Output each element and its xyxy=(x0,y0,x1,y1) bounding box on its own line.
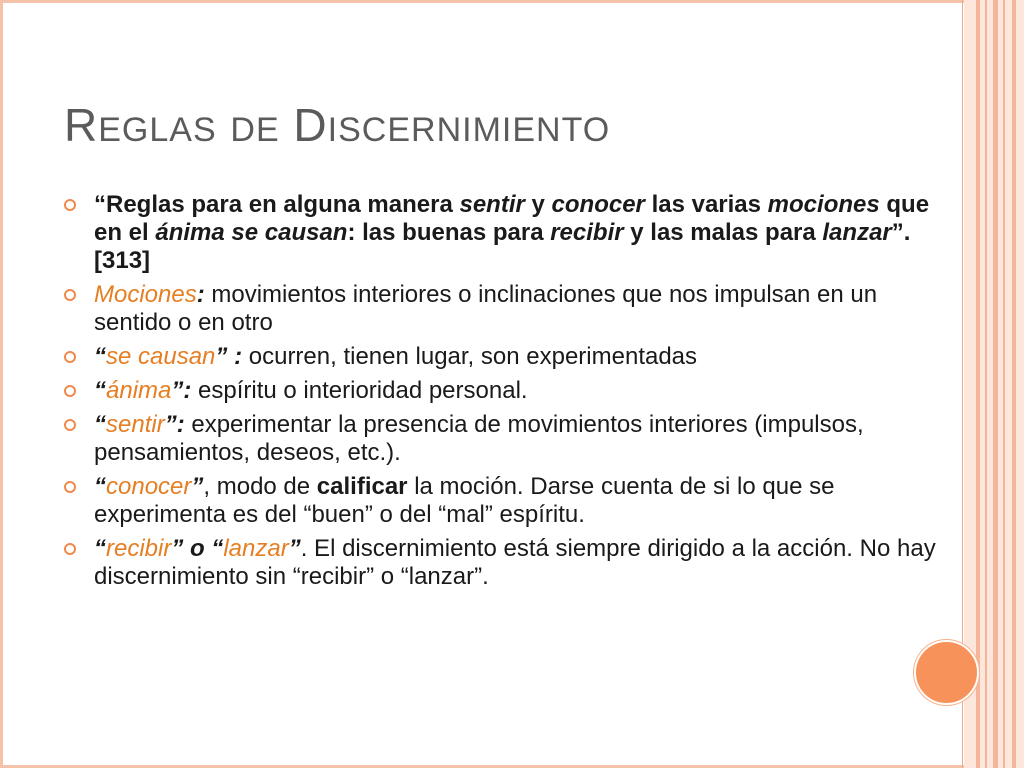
italic-term: mociones xyxy=(767,191,880,218)
circle-bullet-icon xyxy=(64,543,76,555)
definition-text: , modo de xyxy=(203,473,317,500)
highlighted-term: sentir xyxy=(106,411,165,438)
text: “Reglas para en alguna manera xyxy=(94,191,460,218)
bullet-item xyxy=(64,377,944,405)
definition-text: la moción. Darse cuenta de si lo que se experimenta es del “buen” o del “mal” espíritu. xyxy=(94,473,835,528)
quote-mark: ”: xyxy=(171,377,192,404)
decorative-circle xyxy=(914,640,979,705)
border-top-line xyxy=(0,0,1024,3)
definition-text: . El discernimiento está siempre dirigido a la acción. No hay discernimiento sin “recibir” o “lanzar”. xyxy=(94,535,936,590)
stripe xyxy=(993,0,998,768)
highlighted-term: lanzar xyxy=(223,535,289,562)
stripe xyxy=(1012,0,1016,768)
title-word: DE xyxy=(230,111,280,149)
bullet-item xyxy=(64,535,944,591)
bullet-item xyxy=(64,343,944,371)
bullet-item xyxy=(64,281,944,337)
border-left-line xyxy=(0,0,3,768)
title-word: EGLAS xyxy=(98,111,217,149)
quote-mark: “ xyxy=(94,473,106,500)
text: : las buenas para xyxy=(347,219,551,246)
bold-term: calificar xyxy=(316,473,408,500)
stripe xyxy=(976,0,980,768)
quote-mark: ” o “ xyxy=(171,535,224,562)
circle-bullet-icon xyxy=(64,481,76,493)
bullet-item xyxy=(64,473,944,529)
circle-bullet-icon xyxy=(64,419,76,431)
text: las varias xyxy=(644,191,768,218)
definition-text: espíritu o interioridad personal. xyxy=(191,377,528,404)
highlighted-term: se causan xyxy=(106,343,216,370)
stripe xyxy=(985,0,987,768)
definition-text: ocurren, tienen lugar, son experimentadas xyxy=(242,343,698,370)
definition-text: movimientos interiores o inclinaciones que nos impulsan en un sentido o en otro xyxy=(94,281,878,336)
circle-bullet-icon xyxy=(64,385,76,397)
highlighted-term: conocer xyxy=(106,473,192,500)
stripe xyxy=(1003,0,1005,768)
bullet-item xyxy=(64,191,944,275)
bullet-list xyxy=(64,191,944,597)
text: y las malas para xyxy=(623,219,823,246)
highlighted-term: recibir xyxy=(106,535,172,562)
circle-bullet-icon xyxy=(64,289,76,301)
bullet-item xyxy=(64,411,944,467)
quote-mark: ” : xyxy=(215,343,243,370)
italic-term: conocer xyxy=(551,191,645,218)
circle-bullet-icon xyxy=(64,199,76,211)
quote-mark: ” xyxy=(191,473,204,500)
quote-mark: “ xyxy=(94,343,106,370)
circle-bullet-icon xyxy=(64,351,76,363)
quote-mark: “ xyxy=(94,411,106,438)
quote-mark: “ xyxy=(94,377,106,404)
text: ”. [313] xyxy=(94,219,911,274)
definition-text: experimentar la presencia de movimientos interiores (impulsos, pensamientos, deseos, etc.). xyxy=(94,411,864,466)
title-word: ISCERNIMIENTO xyxy=(327,111,611,149)
term-colon: : xyxy=(196,281,205,308)
text: y xyxy=(524,191,552,218)
italic-term: lanzar xyxy=(822,219,892,246)
quote-mark: ” xyxy=(288,535,301,562)
italic-term: sentir xyxy=(459,191,525,218)
quote-mark: ”: xyxy=(164,411,185,438)
italic-term: recibir xyxy=(550,219,624,246)
title-initial: D xyxy=(293,99,328,151)
slide-title xyxy=(64,98,924,158)
quote-mark: “ xyxy=(94,535,106,562)
highlighted-term: ánima xyxy=(106,377,172,404)
highlighted-term: Mociones xyxy=(94,281,197,308)
italic-term: ánima se causan xyxy=(155,219,348,246)
text: que en el xyxy=(94,191,930,246)
title-initial: R xyxy=(64,99,99,151)
